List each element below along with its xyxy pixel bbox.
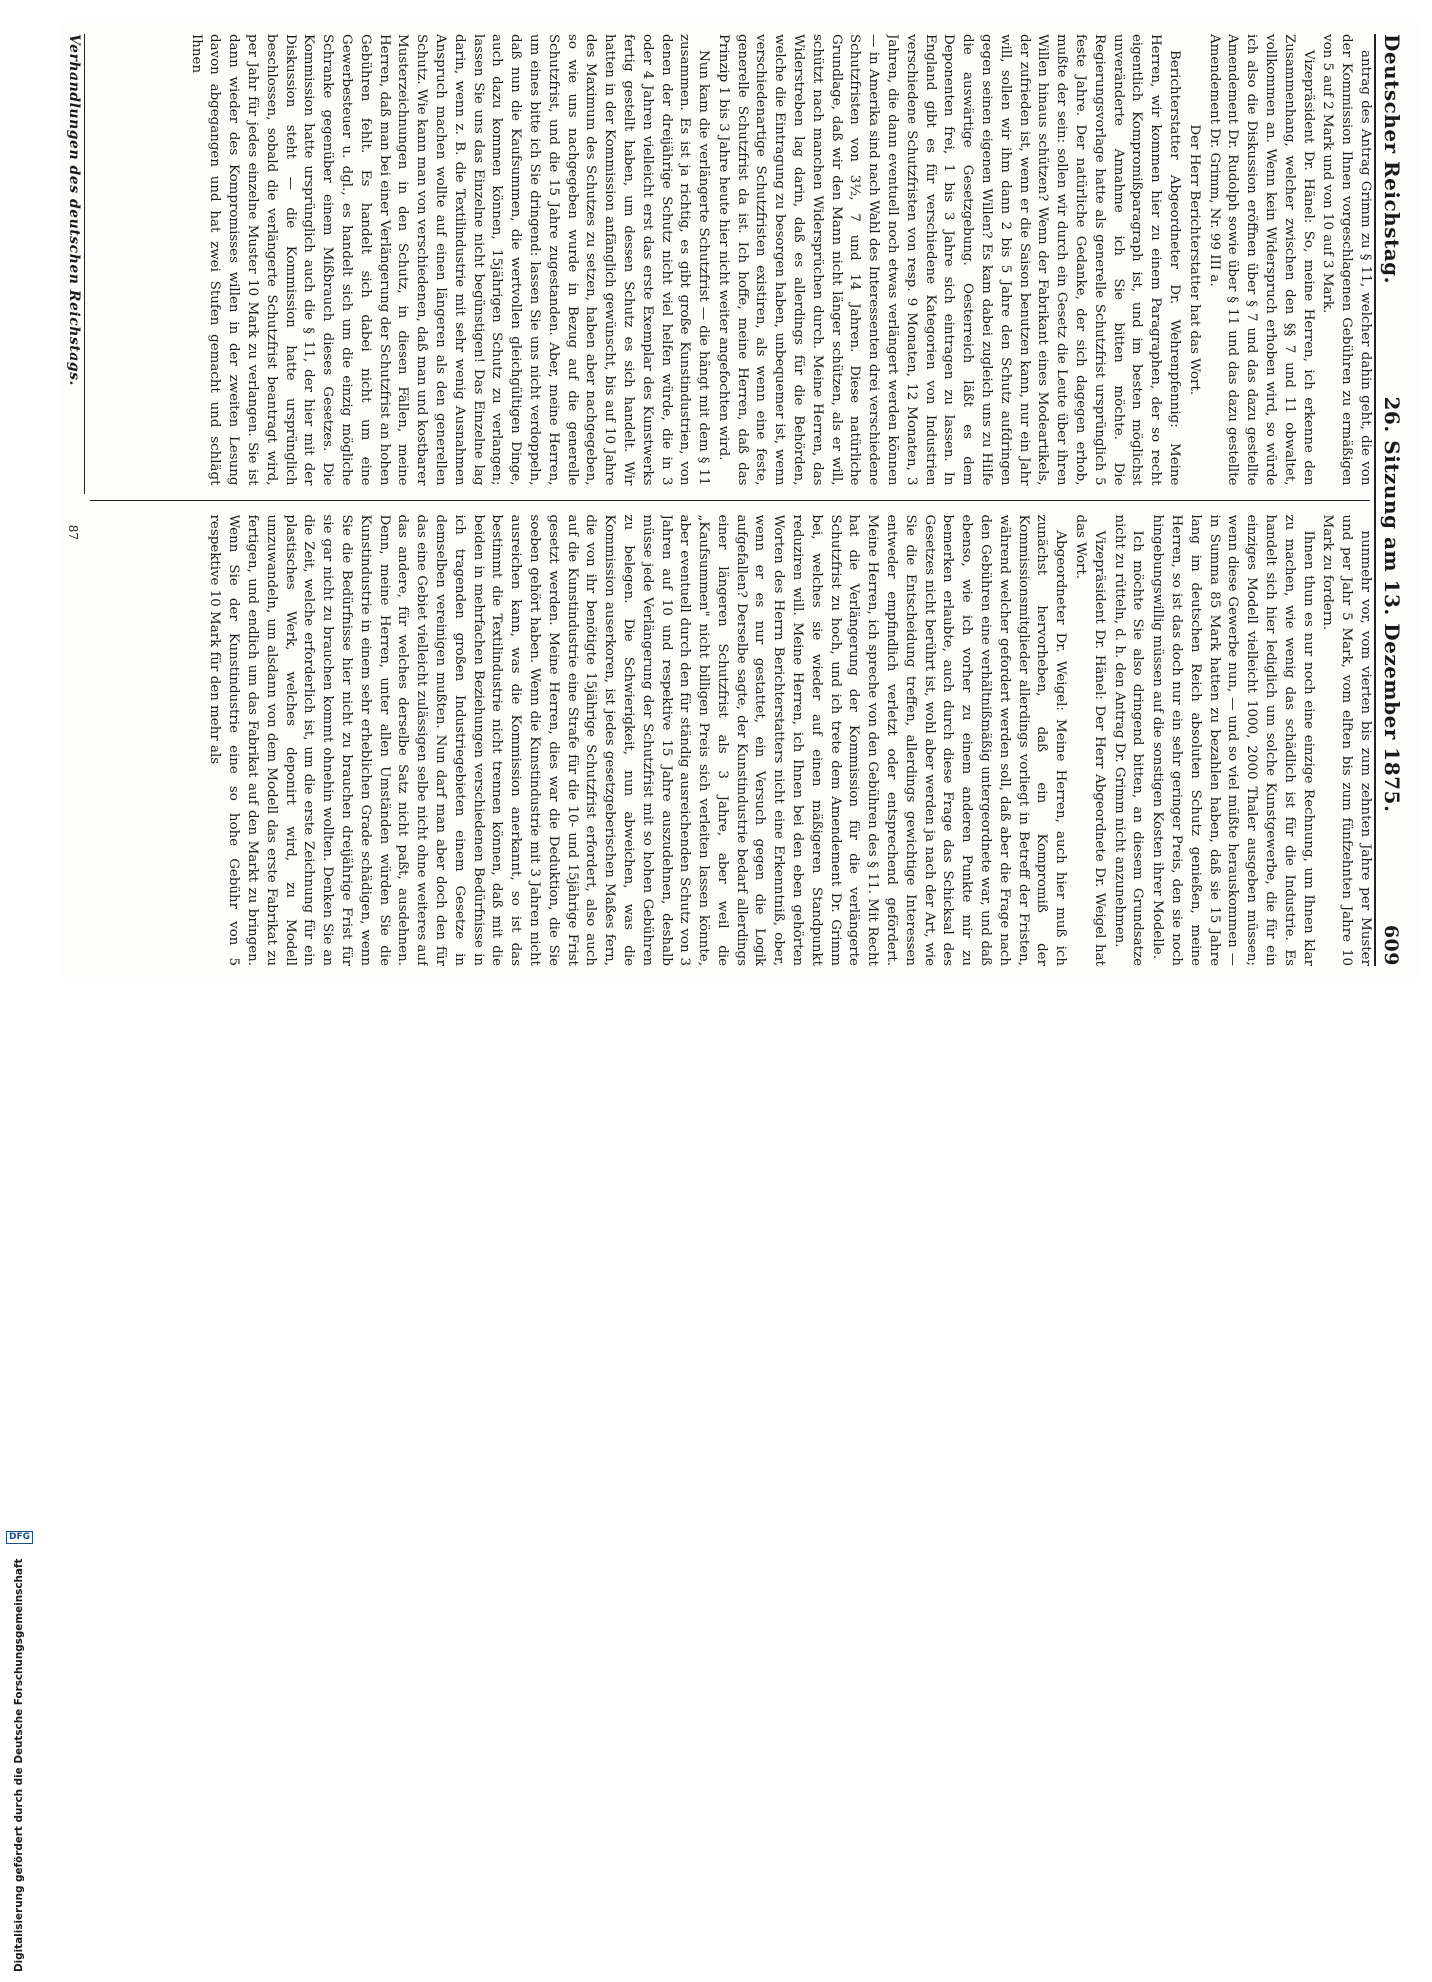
- sidenote-text: Digitalisierung gefördert durch die Deutsche Forschungsgemeinschaft: [13, 1558, 25, 1972]
- paragraph: Abgeordneter Dr. Weigel: Meine Herren, auch hier muß ich zunächst hervorheben, daß ein Kompromiß der Kommissionsmitglieder allerdings vorliegt in Betreff der Fristen, während welcher gefordert werden soll, daß aber die Frage nach den Gebühren eine verhältnißmäßig untergeordnete war, und daß ebenso, wie ich vorher zu einem anderen Punkte mir zu bemerken erlaubte, auch durch diese Frage das Schicksal des Gesetzes nicht berührt ist, wohl aber werden ja nach der Art, wie Sie die Entscheidung treffen, allerdings gewichtige Interessen entweder empfindlich verletzt oder entsprechend gefördert. Meine Herren, ich spreche von den Gebühren des § 11. Mit Recht hat die Verlängerung der Kommission für die verlängerte Schutzfrist zu hoch, und ich trete dem Amendement Dr. Grimm bei, welches sie wieder auf einen mäßigeren Standpunkt reduziren will. Meine Herren, ich Ihnen bei den eben gehörten Worten des Herrn Berichterstatters nicht eine Erkenntniß, ober, wenn er es nur gestattet, ein Versuch gegen die Logik aufgefallen? Derselbe sagte, der Kunstindustrie bedarf allerdings einer längeren Schutzfrist als 3 Jahre, aber weil die „Kaufsummen" nicht billigen Preis sich verleiten lassen könnte, aber eventuell durch den für ständig ausreichenden Schutz von 3 Jahren auf 10 und respektive 15 Jahre auszudehnen, deshalb müsse jede Verlängerung der Schutzfrist mit so hohen Gebühren zu belegen. Die Schwierigkeit, nun abweichen, was die Kommission auserkoren, ist jedes gesetzgeberischen Maßes fern, die von ihr benötigte 15jährige Schutzfrist erfordert, also auch auf die Kunstindustrie eine Strafe für die 10- und 15jährige Frist gesetzt werden. Meine Herren, dies war die Deduktion, die Sie soeben gehört haben. Wenn die Kunstindustrie mit 3 Jahren nicht ausreichen kann, was die Kommission anerkannt, so ist das bestimmt die Textilindustrie nicht trennen können, daß mit die beiden in mehrfachen Beziehungen verschiedenen Bedürfnisse in ich tragenden großen Industriegebieten einem Gesetze in demselben vereinigen mußten. Nun darf man aber doch den für das eine Gebiet vielleicht zulässigen selbe nicht ohne weiteres auf das andere, für welches derselbe Satz nicht paßt, ausdehnen. Denn, meine Herren, unter allen Umständen würden Sie die Kunstindustrie in einem sehr erheblichen Grade schädigen, wenn Sie die Bedürfnisse hier nicht zu brauchen dreijährige Frist für sie gar nicht zu brauchen kommt ohnehin wollten. Denken Sie an die Zeit, welche erforderlich ist, um die erste Zeichnung für ein plastisches Werk, welches deponirt wird, zu Modell umzuwandeln, um alsdann von dem Modell das erste Fabrikat zu fertigen, und endlich um das Fabrikat auf den Markt zu bringen. Wenn Sie der Kunstindustrie eine so hohe Gebühr von 5 respektive 10 Mark für den mehr als: [207, 514, 1069, 966]
- signature-number: 87: [66, 524, 80, 540]
- funding-sidenote: [0, 0, 30, 1972]
- page-header: [1374, 34, 1414, 966]
- paragraph: Der Herr Berichterstatter hat das Wort.: [1186, 124, 1202, 396]
- paragraph: Nun kam die verlängerte Schutzfrist — die hängt mit dem § 11 zusammen. Es ist ja richtig, es gibt große Kunstindustrien, von denen der dreijährige Schutz nicht viel helfen würde, die in 3 oder 4 Jahren vielleicht erst das erste Exemplar des Kunstwerks fertig gestellt haben, um dessen Schutz es sich handelt. Wir hatten in der Kommission anfänglich gewünscht, bis auf 10 Jahre des Maximum des Schutzes zu setzen, haben aber nachgegeben, so wie uns nachgegeben wurde in Bezug auf die generelle Schutzfrist, und die 15 Jahre zugestanden. Aber, meine Herren, um eines bitte ich Sie dringend: lassen Sie uns nicht verdoppeln, daß nun die Kaufsummen, die wertvollen gleichgültigen Dinge, auch dazu kommen können, 15jährigen Schutz zu verlangen; lassen Sie uns das Einzelne nicht begünstigen! Das Einzelne lag darin, wenn z. B. die Textilindustrie mit sehr wenig Ausnahmen Anspruch machen wollte auf einen längeren als den generellen Schutz. Wie kann man von verschiedenen, daß man und kostbarer Musterzeichnungen in den Schutz, in diesen Fällen, meine Herren, daß man bei einer Verlängerung der Schutzfrist an hohen Gebühren fehlt. Es handelt sich dabei nicht um eine Gewerbesteuer u. dgl., es handelt sich um die einzig mögliche Schranke gegenüber einem Mißbrauch dieses Gesetzes. Die Kommission hatte ursprünglich auch die § 11, der hier mit der Diskussion steht — die Kommission hatte ursprünglich beschlossen, sobald die verlängerte Schutzfrist beantragt wird, per Jahr für jedes einzelne Muster 10 Mark zu verlangen. Sie ist dann wieder des Kompromisses willen in der zweiten Lesung davon abgegangen und hat zwei Stufen gemacht und schlägt Ihnen: [188, 34, 712, 486]
- scanned-page: [60, 20, 1420, 980]
- header-title: 26. Sitzung am 13. Dezember 1875.: [1380, 396, 1404, 813]
- page-number: 609: [1380, 924, 1402, 966]
- column-divider: [90, 500, 1370, 501]
- left-column: [86, 34, 1374, 486]
- footer-rule: [84, 34, 85, 494]
- dfg-logo: DFG: [5, 1531, 32, 1544]
- paragraph: Ich möchte Sie also dringend bitten, an diesem Grundsatze nicht zu rütteln, d. h. den Antrag Dr. Grimm nicht anzunehmen.: [1111, 514, 1146, 966]
- paragraph: Vizepräsident Dr. Hänel: So, meine Herren, ich erkenne den Zusammenhang, welcher zwischen den §§ 7 und 11 obwaltet, vollkommen an. Wenn kein Widerspruch erhoben wird, so würde ich also die Diskussion eröffnen über § 7 und das dazu gestellte Amendement Dr. Rudolph sowie über § 11 und das dazu gestellte Amendement Dr. Grimm, Nr. 99 III a.: [1206, 34, 1316, 486]
- paragraph: nunmehr vor, vom vierten bis zum zehnten Jahre per Muster und per Jahr 5 Mark, vom elften bis zum fünfzehnten Jahre 10 Mark zu fordern.: [1320, 514, 1373, 966]
- paragraph: antrag des Antrag Grimm zu § 11, welcher dahin geht, die von der Kommission Ihnen vorgeschlagenen Gebühren zu ermäßigen von 5 auf 2 Mark und von 10 auf 3 Mark.: [1320, 34, 1373, 486]
- paragraph: Berichterstatter Abgeordneter Dr. Wehrenpfennig: Meine Herren, wir kommen hier zu einem Paragraphen, der so recht eigentlich Kompromißparagraph ist, und im besten möglichst unveränderte Annahme ich Sie bitten möchte. Die Regierungsvorlage hatte als generelle Schutzfrist ursprünglich 5 feste Jahre. Der natürliche Gedanke, der sich dagegen erhob, mußte der sein: sollen wir durch ein Gesetz die Leute über ihren Willen hinaus schützen? Wenn der Fabrikant eines Modeartikels, der zufrieden ist, wenn er die Saison benutzen kann, nur ein Jahr will, sollen wir ihm dann 2 bis 5 Jahre den Schutz aufdringen gegen seinen eigenen Willen? Es kam dabei zugleich uns zu Hilfe die auswärtige Gesetzgebung. Oesterreich läßt es dem Deponenten frei, 1 bis 3 Jahre sich eintragen zu lassen. In England gibt es für verschiedene Kategorien von Industrien verschiedene Schutzfristen von resp. 9 Monaten, 12 Monaten, 3 Jahren, die dann eventuell noch etwas verlängert werden können — in Amerika sind nach Wahl des Interessenten drei verschiedene Schutzfristen von 3½, 7 und 14 Jahren. Diese natürliche Grundlage, daß wir den Mann nicht länger schützen, als er will, schützt nach manchen Widersprüchen durch. Meine Herren, das Widerstreben lag darin, daß es allerdings für die Behörden, welche die Eintragung zu besorgen haben, unbequemer ist, wenn verschiedenartige Schutzfristen existiren, als wenn eine feste, generelle Schutzfrist da ist. Ich hoffe, meine Herren, daß das Prinzip 1 bis 3 Jahre heute hier nicht weiter angefochten wird.: [715, 34, 1183, 486]
- paragraph: Vizepräsident Dr. Hänel: Der Herr Abgeordnete Dr. Weigel hat das Wort.: [1073, 514, 1107, 966]
- footer-title: Verhandlungen des deutschen Reichstags.: [66, 34, 82, 386]
- right-column: [86, 515, 1374, 967]
- text-columns: [86, 34, 1374, 966]
- header-left: Deutscher Reichstag.: [1380, 34, 1404, 285]
- paragraph: Ihnen thun es nur noch eine einzige Rechnung, um Ihnen klar zu machen, wie wenig das schädlich ist für die Industrie. Es handelt sich hier lediglich um solche Kunstgewerbe, die für ein einziges Modell vielleicht 1000, 2000 Thaler ausgeben müssen; wenn diese Gewerbe nun, — und so viel müßte herauskommen — in Summa 85 Mark hatten zu bezahlen haben, daß sie 15 Jahre lang im deutschen Reich absoluten Schutz genießen, meine Herren, so ist das doch nur ein sehr geringer Preis, den sie noch hingebungswillig müssen auf die sonstigen Kosten ihrer Modelle.: [1150, 514, 1316, 966]
- rotated-page-content: [60, 20, 1420, 980]
